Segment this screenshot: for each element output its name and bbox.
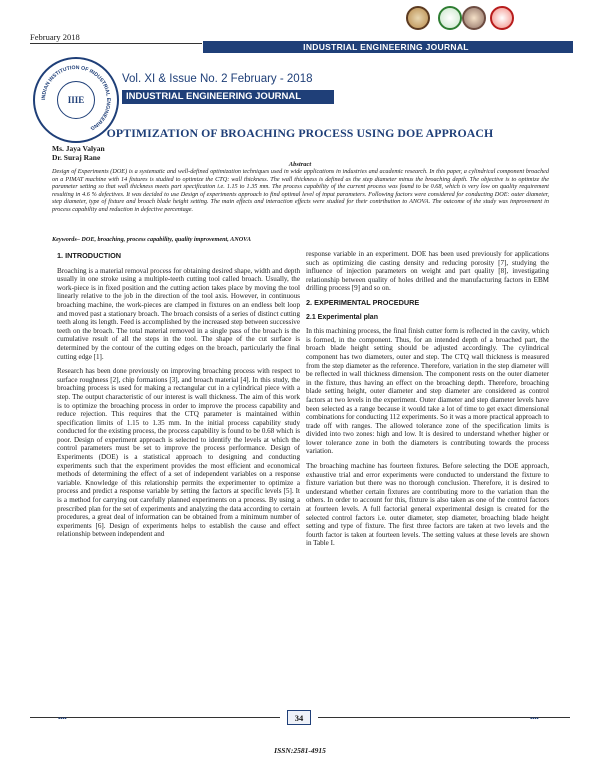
journal-header-band: INDUSTRIAL ENGINEERING JOURNAL [203, 41, 569, 53]
footer-rule-left [30, 717, 280, 718]
seal-ring-text: INDIAN INSTITUTION OF INDUSTRIAL ENGINEERING [40, 64, 112, 132]
keywords-label: Keywords [52, 236, 77, 243]
institution-logo-4 [490, 6, 514, 30]
footer-ornament-left: ▪▪▪▪ [58, 716, 67, 722]
section-1-heading: 1. INTRODUCTION [57, 251, 122, 260]
issue-date: February 2018 [30, 32, 80, 42]
keywords [52, 236, 549, 243]
paper-title: OPTIMIZATION OF BROACHING PROCESS USING DOE APPROACH [106, 126, 494, 140]
volume-issue: Vol. XI & Issue No. 2 February - 2018 [122, 73, 313, 85]
institution-logo-1 [406, 6, 430, 30]
experimental-plan-paragraph-2: The broaching machine has fourteen fixtures. Before selecting the DOE approach, exhaustive trial and error experiments were conducted to understand the fixture to fixture variation but there was no thorough conclusion. Therefore, it is desired to understand whether certain fixtures are contributing more to the variation than the others. In order to account for this, fixture is also taken as one of the control factors at fourteen levels. A full factorial general experimental design is created for the selected control factors i.e. outer diameter, step diameter, broaching blade height setting and type of fixture. The first three factors are taken at two levels and the fourth factor is taken at fourteen levels. The setting values at these levels are shown in Table I. [306, 462, 549, 548]
intro-paragraph-3: response variable in an experiment. DOE has been used previously for applications such as optimizing die casting density and reducing porosity [7], studying the influence of injection parameters on weight and part quality [8], investigating relationship between quality of holes drilled and the manufacturing factors in EBM drilling process [9] and so on. [306, 250, 549, 293]
experimental-plan-paragraph-1: In this machining process, the final finish cutter form is reflected in the cavity, which is formed, in the component. Thus, for an intended depth of a broached part, the broach blade height setting should be adjusted accordingly. The cylindrical component has two diameters, outer and step. The CTQ wall thickness is measured from the step diameter as the reference. Therefore, variation in the step diameter will be reflected in wall thickness dimension. The component rests on the outer diameter in the fixture, thus having an effect on the broaching depth. Therefore, broaching blade setting height, outer diameter and step diameter are considered as control factors at two levels in the experiment. Outer diameter and step diameter levels have been selected as a range because it would take a lot of time to get exact dimensional combinations for conducting 112 experiments. So it was a more practical approach to trade off with ranges. The allowed tolerance zone of the specification limits is divided into two zones: high and low. It is desired to understand whether higher or lower tolerance zone in both the diameters is contributing towards the process variation. [306, 327, 549, 456]
header-rule [30, 43, 202, 44]
intro-paragraph-2: Research has been done previously on improving broaching process with respect to surface roughness [2], chip formations [3], and broach material [4]. In this study, the broaching process is used for making a rectangular cut in a cylindrical piece with a step. The output characteristic of our interest is wall thickness. The aim of this work is to optimize the broaching process in order to improve the process capability and reduce rejection. This requires that the CTQ parameter is maintained within specification limits of 1.15 to 1.35 mm. In the initial process capability study conducted for the existing process, the process capability is found to be 0.68 which is poor. Design of experiment approach is selected to identify the levels at which the control parameters must be set to improve the process performance. Design of Experiments (DOE) is a statistical approach to designing and conducting experiments such that the experiment provides the most efficient and economical methods of determining the effect of a set of independent variables on a response variable. Knowledge of this relationship permits the experimenter to optimize a process and predict a response variable by setting the factors at specific levels [5]. It is a method for carrying out carefully planned experiments on a process. By using a prescribed plan for the set of experiments and analyzing the data according to certain procedures, a great deal of information can be obtained from a minimum number of experiments [6]. Design of experiments helps to establish the cause and effect relationship between independent and [57, 367, 300, 539]
keywords-list: – DOE, broaching, process capability, quality improvement, ANOVA [76, 236, 251, 243]
left-column [57, 252, 300, 545]
seal-center: IIIE [57, 81, 95, 119]
author-1: Ms. Jaya Valyan [52, 144, 105, 153]
subsection-2-1-heading: 2.1 Experimental plan [306, 313, 378, 321]
svg-text:INDIAN INSTITUTION OF INDUSTRI [41, 65, 111, 131]
section-2-heading: 2. EXPERIMENTAL PROCEDURE [306, 297, 420, 307]
institution-logo-3 [462, 6, 486, 30]
intro-paragraph-1: Broaching is a material removal process for obtaining desired shape, width and depth usually in one stroke using a multiple-teeth cutting tool called broach. Usually, the work-piece is in fixed position and the cutting action takes place by moving the tool linearly relative to the job in the direction of the tool axis. However, in continuous broaching machine, the work-pieces are clamped in fixtures on an endless belt loop and moved past a stationary broach. The broach consists of a series of distinct cutting teeth along its length. Feed is accomplished by the increased step between successive teeth on the broach. The total material removed in a single pass of the broach is the cumulative result of all the steps in the tool. The shape of the cut surface is determined by the contour of the cutting edges on the broach, particularly the final cutting edge [1]. [57, 266, 300, 361]
issn: ISSN:2581-4915 [274, 746, 326, 755]
right-column [306, 250, 549, 554]
author-2: Dr. Suraj Rane [52, 153, 101, 162]
institution-logo-2 [438, 6, 462, 30]
abstract-text: Design of Experiments (DOE) is a systematic and well-defined optimization techniques used in wide applications in industries and academic research. In this paper, a cylindrical component broached on a PIMAT machine with 14 fixtures is studied to optimize the CTQ: wall thickness. The wall thickness is defined as the step diameter minus the broaching depth. The objective is to optimize the parameter setting so that wall thickness meets part specification i.e. 1.15 to 1.35 mm. The process capability of the current process was found to be 0.68, which is very low on quality requirement resulting in 4.6 % defectives. It was decided to use Design of experiments approach to find optimal level of input parameters. Following factors were considered for conducting DOE: outer diameter, step diameter, type of fixture and broach blade height setting. The main effects and interaction effects were studied for their contribution to ANOVA. The outcome of the study was improvement in process capability and reduction in defective percentage. [52, 168, 549, 213]
journal-name-band: INDUSTRIAL ENGINEERING JOURNAL [122, 90, 334, 104]
footer-ornament-right: ▪▪▪▪ [530, 716, 539, 722]
header-band-accent [569, 41, 573, 53]
page-number: 34 [287, 710, 311, 725]
abstract-heading: Abstract [288, 161, 312, 168]
